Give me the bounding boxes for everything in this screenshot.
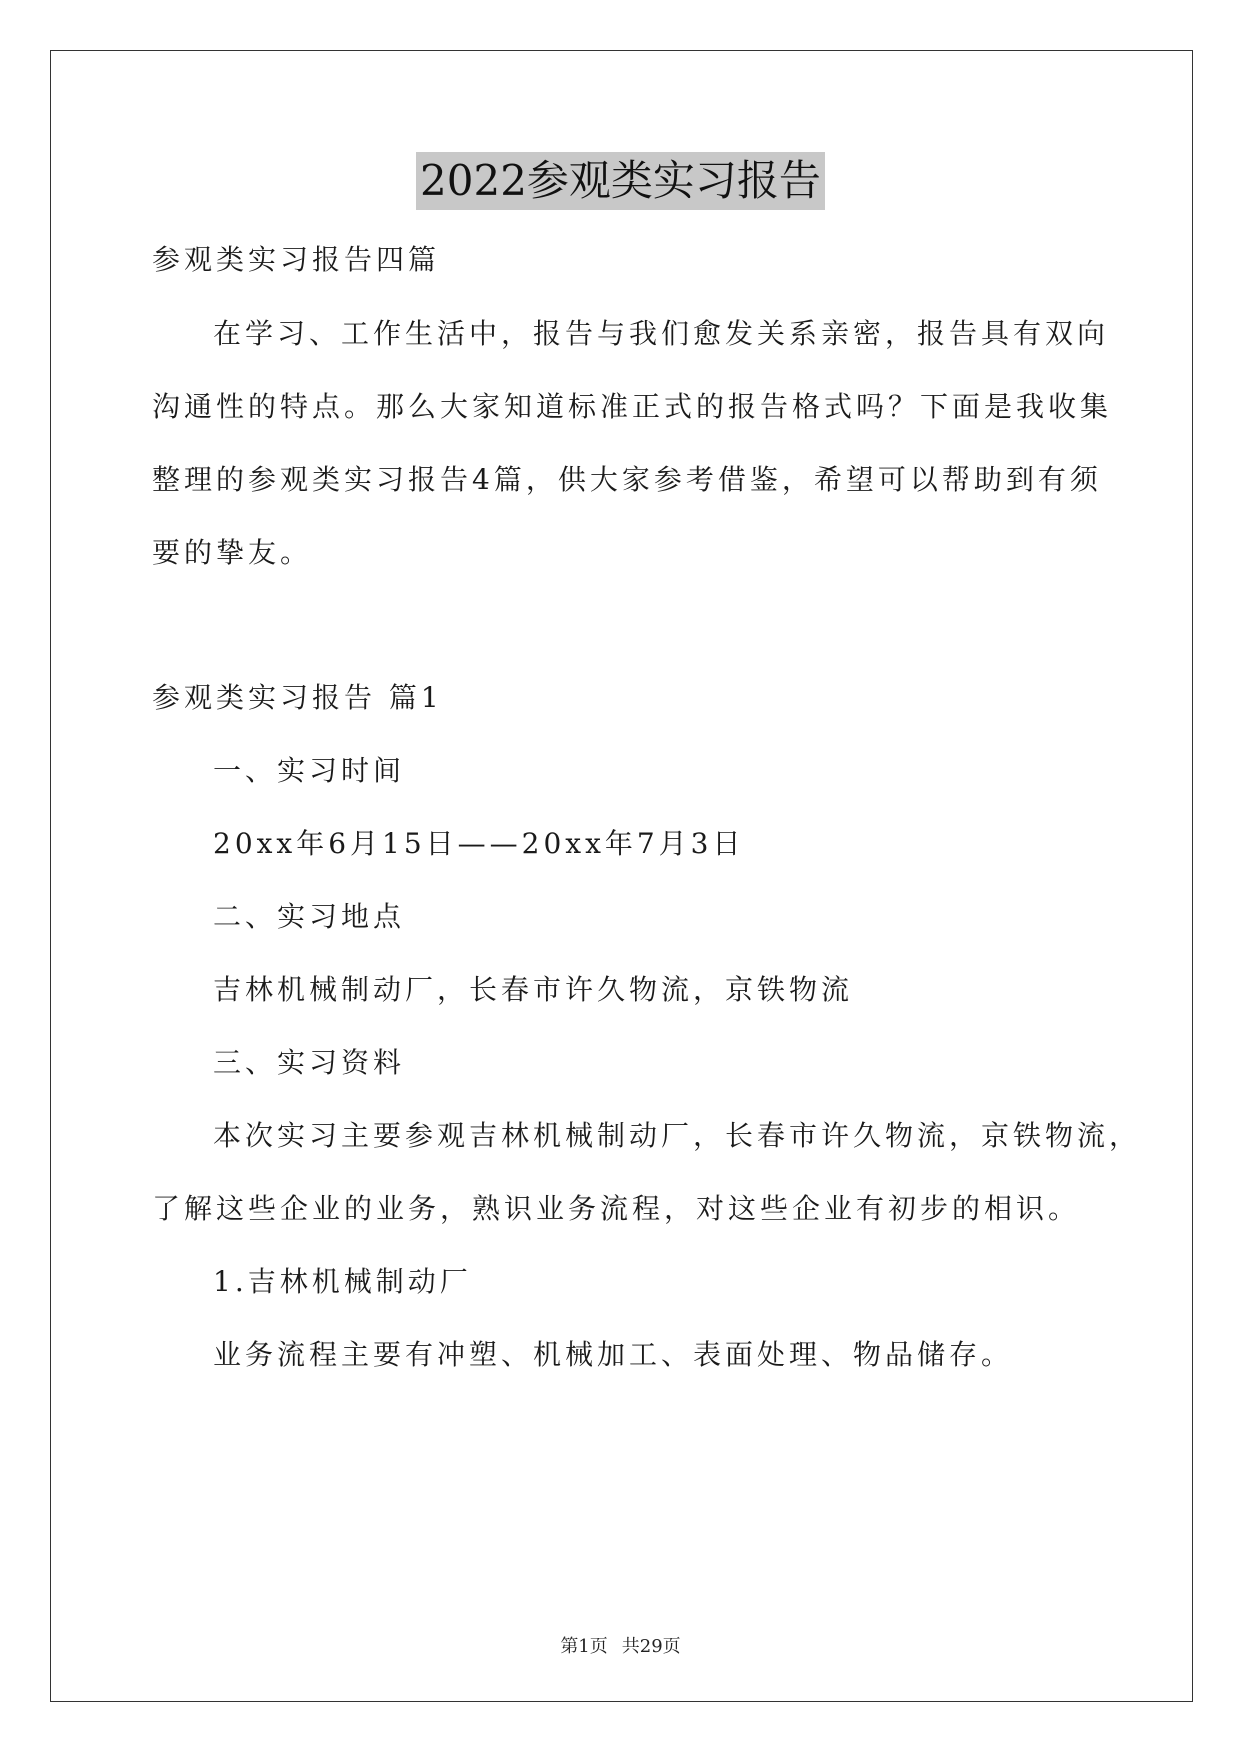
section-heading: 参观类实习报告 篇1 [152, 681, 443, 714]
paragraph-line: 了解这些企业的业务，熟识业务流程，对这些企业有初步的相识。 [152, 1192, 1081, 1225]
document-title: 2022参观类实习报告 [416, 152, 825, 210]
paragraph-line: 在学习、工作生活中，报告与我们愈发关系亲密，报告具有双向 [213, 317, 1110, 350]
paragraph-line: 沟通性的特点。那么大家知道标准正式的报告格式吗？下面是我收集 [152, 390, 1113, 423]
paragraph-line: 业务流程主要有冲塑、机械加工、表面处理、物品储存。 [213, 1338, 1014, 1371]
paragraph-line: 整理的参观类实习报告4篇，供大家参考借鉴，希望可以帮助到有须 [152, 463, 1102, 496]
item-heading: 1.吉林机械制动厂 [213, 1265, 472, 1298]
item-heading: 一、实习时间 [213, 754, 406, 787]
page-footer [0, 1632, 1241, 1658]
paragraph-line: 要的挚友。 [152, 536, 313, 569]
item-heading: 三、实习资料 [213, 1046, 406, 1079]
title-container [0, 152, 1241, 210]
paragraph-line: 20xx年6月15日——20xx年7月3日 [213, 827, 745, 860]
page-number: 第1页 [560, 1636, 608, 1657]
subtitle: 参观类实习报告四篇 [152, 243, 441, 276]
page-border [50, 50, 1193, 1702]
paragraph-line: 吉林机械制动厂，长春市许久物流，京铁物流 [213, 973, 854, 1006]
paragraph-line: 本次实习主要参观吉林机械制动厂，长春市许久物流，京铁物流， [213, 1119, 1142, 1152]
item-heading: 二、实习地点 [213, 900, 406, 933]
page-total: 共29页 [621, 1636, 681, 1657]
